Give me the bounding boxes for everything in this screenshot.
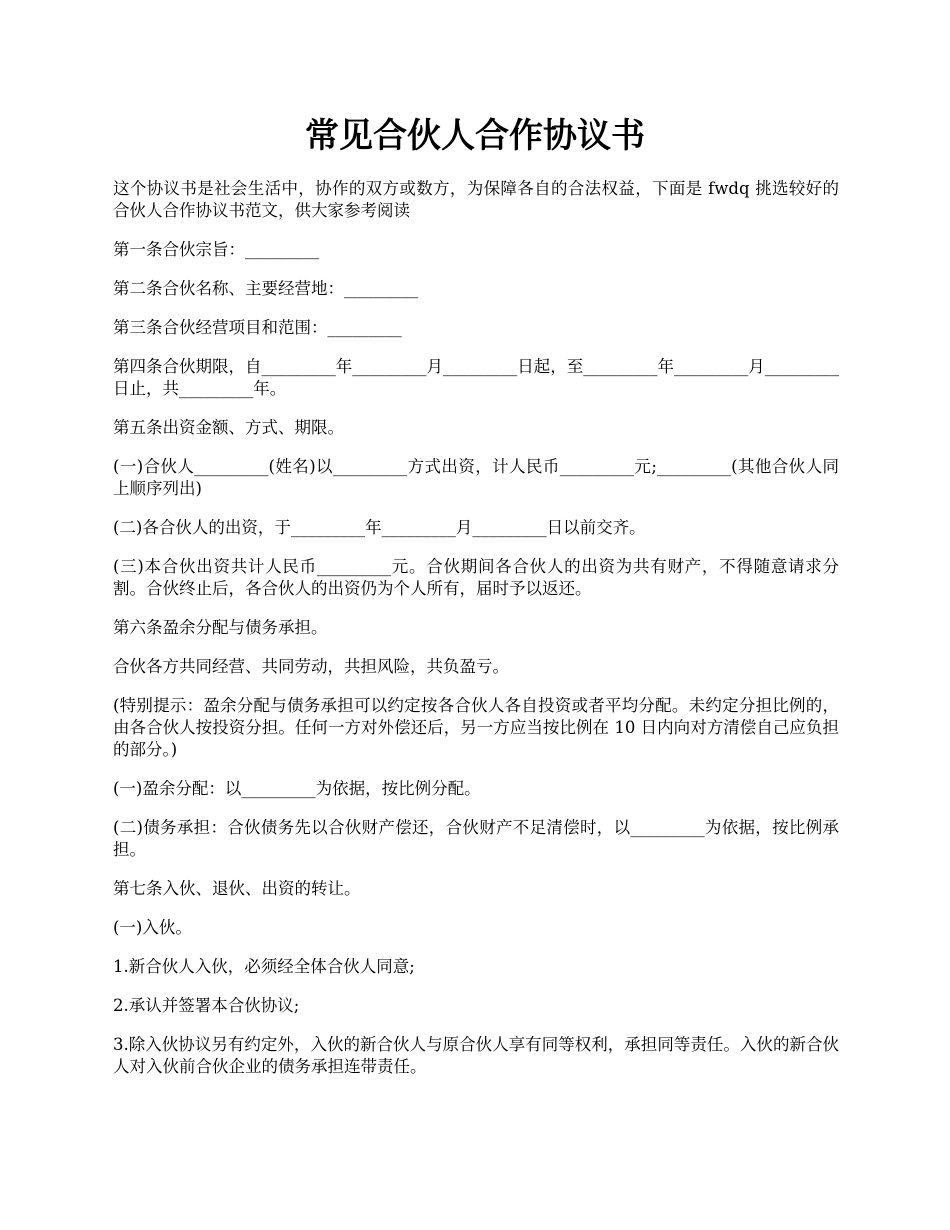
article-1-purpose: 第一条合伙宗旨：_________ [113, 240, 320, 259]
intro-paragraph: 这个协议书是社会生活中，协作的双方或数方，为保障各自的合法权益，下面是 fwdq 挑选较好的合伙人合作协议书范文，供大家参考阅读 [113, 179, 839, 220]
article-6-clause-1: (一)盈余分配：以_________为依据，按比例分配。 [113, 779, 481, 798]
article-5-clause-1: (一)合伙人_________(姓名)以_________方式出资，计人民币_________元;_________(其他合伙人同上顺序列出) [113, 457, 839, 498]
article-6-clause-2: (二)债务承担：合伙债务先以合伙财产偿还，合伙财产不足清偿时，以_________为依据，按比例承担。 [113, 818, 839, 859]
article-7-item-2: 2.承认并签署本合伙协议; [113, 996, 300, 1015]
article-7-heading: 第七条入伙、退伙、出资的转让。 [113, 879, 361, 898]
article-5-heading: 第五条出资金额、方式、期限。 [113, 418, 344, 437]
article-7-item-1: 1.新合伙人入伙，必须经全体合伙人同意; [113, 957, 415, 976]
article-7-clause-1-heading: (一)入伙。 [113, 918, 192, 937]
article-7-item-3: 3.除入伙协议另有约定外，入伙的新合伙人与原合伙人享有同等权利，承担同等责任。入伙的新合伙人对入伙前合伙企业的债务承担连带责任。 [113, 1035, 839, 1076]
article-6-heading: 第六条盈余分配与债务承担。 [113, 618, 328, 637]
article-3-scope: 第三条合伙经营项目和范围：_________ [113, 318, 402, 337]
article-2-name-location: 第二条合伙名称、主要经营地：_________ [113, 279, 419, 298]
article-5-clause-3: (三)本合伙出资共计人民币_________元。合伙期间各合伙人的出资为共有财产，不得随意请求分割。合伙终止后，各合伙人的出资仍为个人所有，届时予以返还。 [113, 557, 839, 598]
document-body [113, 178, 839, 1095]
document-title: 常见合伙人合作协议书 [305, 116, 645, 156]
article-4-term: 第四条合伙期限，自_________年_________月_________日起，至_________年_________月_________日止，共_________年。 [113, 357, 839, 398]
article-5-clause-2: (二)各合伙人的出资，于_________年_________月_________日以前交齐。 [113, 518, 646, 537]
article-6-special-note: (特别提示：盈余分配与债务承担可以约定按各合伙人各自投资或者平均分配。未约定分担比例的，由各合伙人按投资分担。任何一方对外偿还后，另一方应当按比例在 10 日内向对方清偿自己应负担的部分。) [113, 696, 839, 759]
article-6-principle: 合伙各方共同经营、共同劳动，共担风险，共负盈亏。 [113, 657, 509, 676]
